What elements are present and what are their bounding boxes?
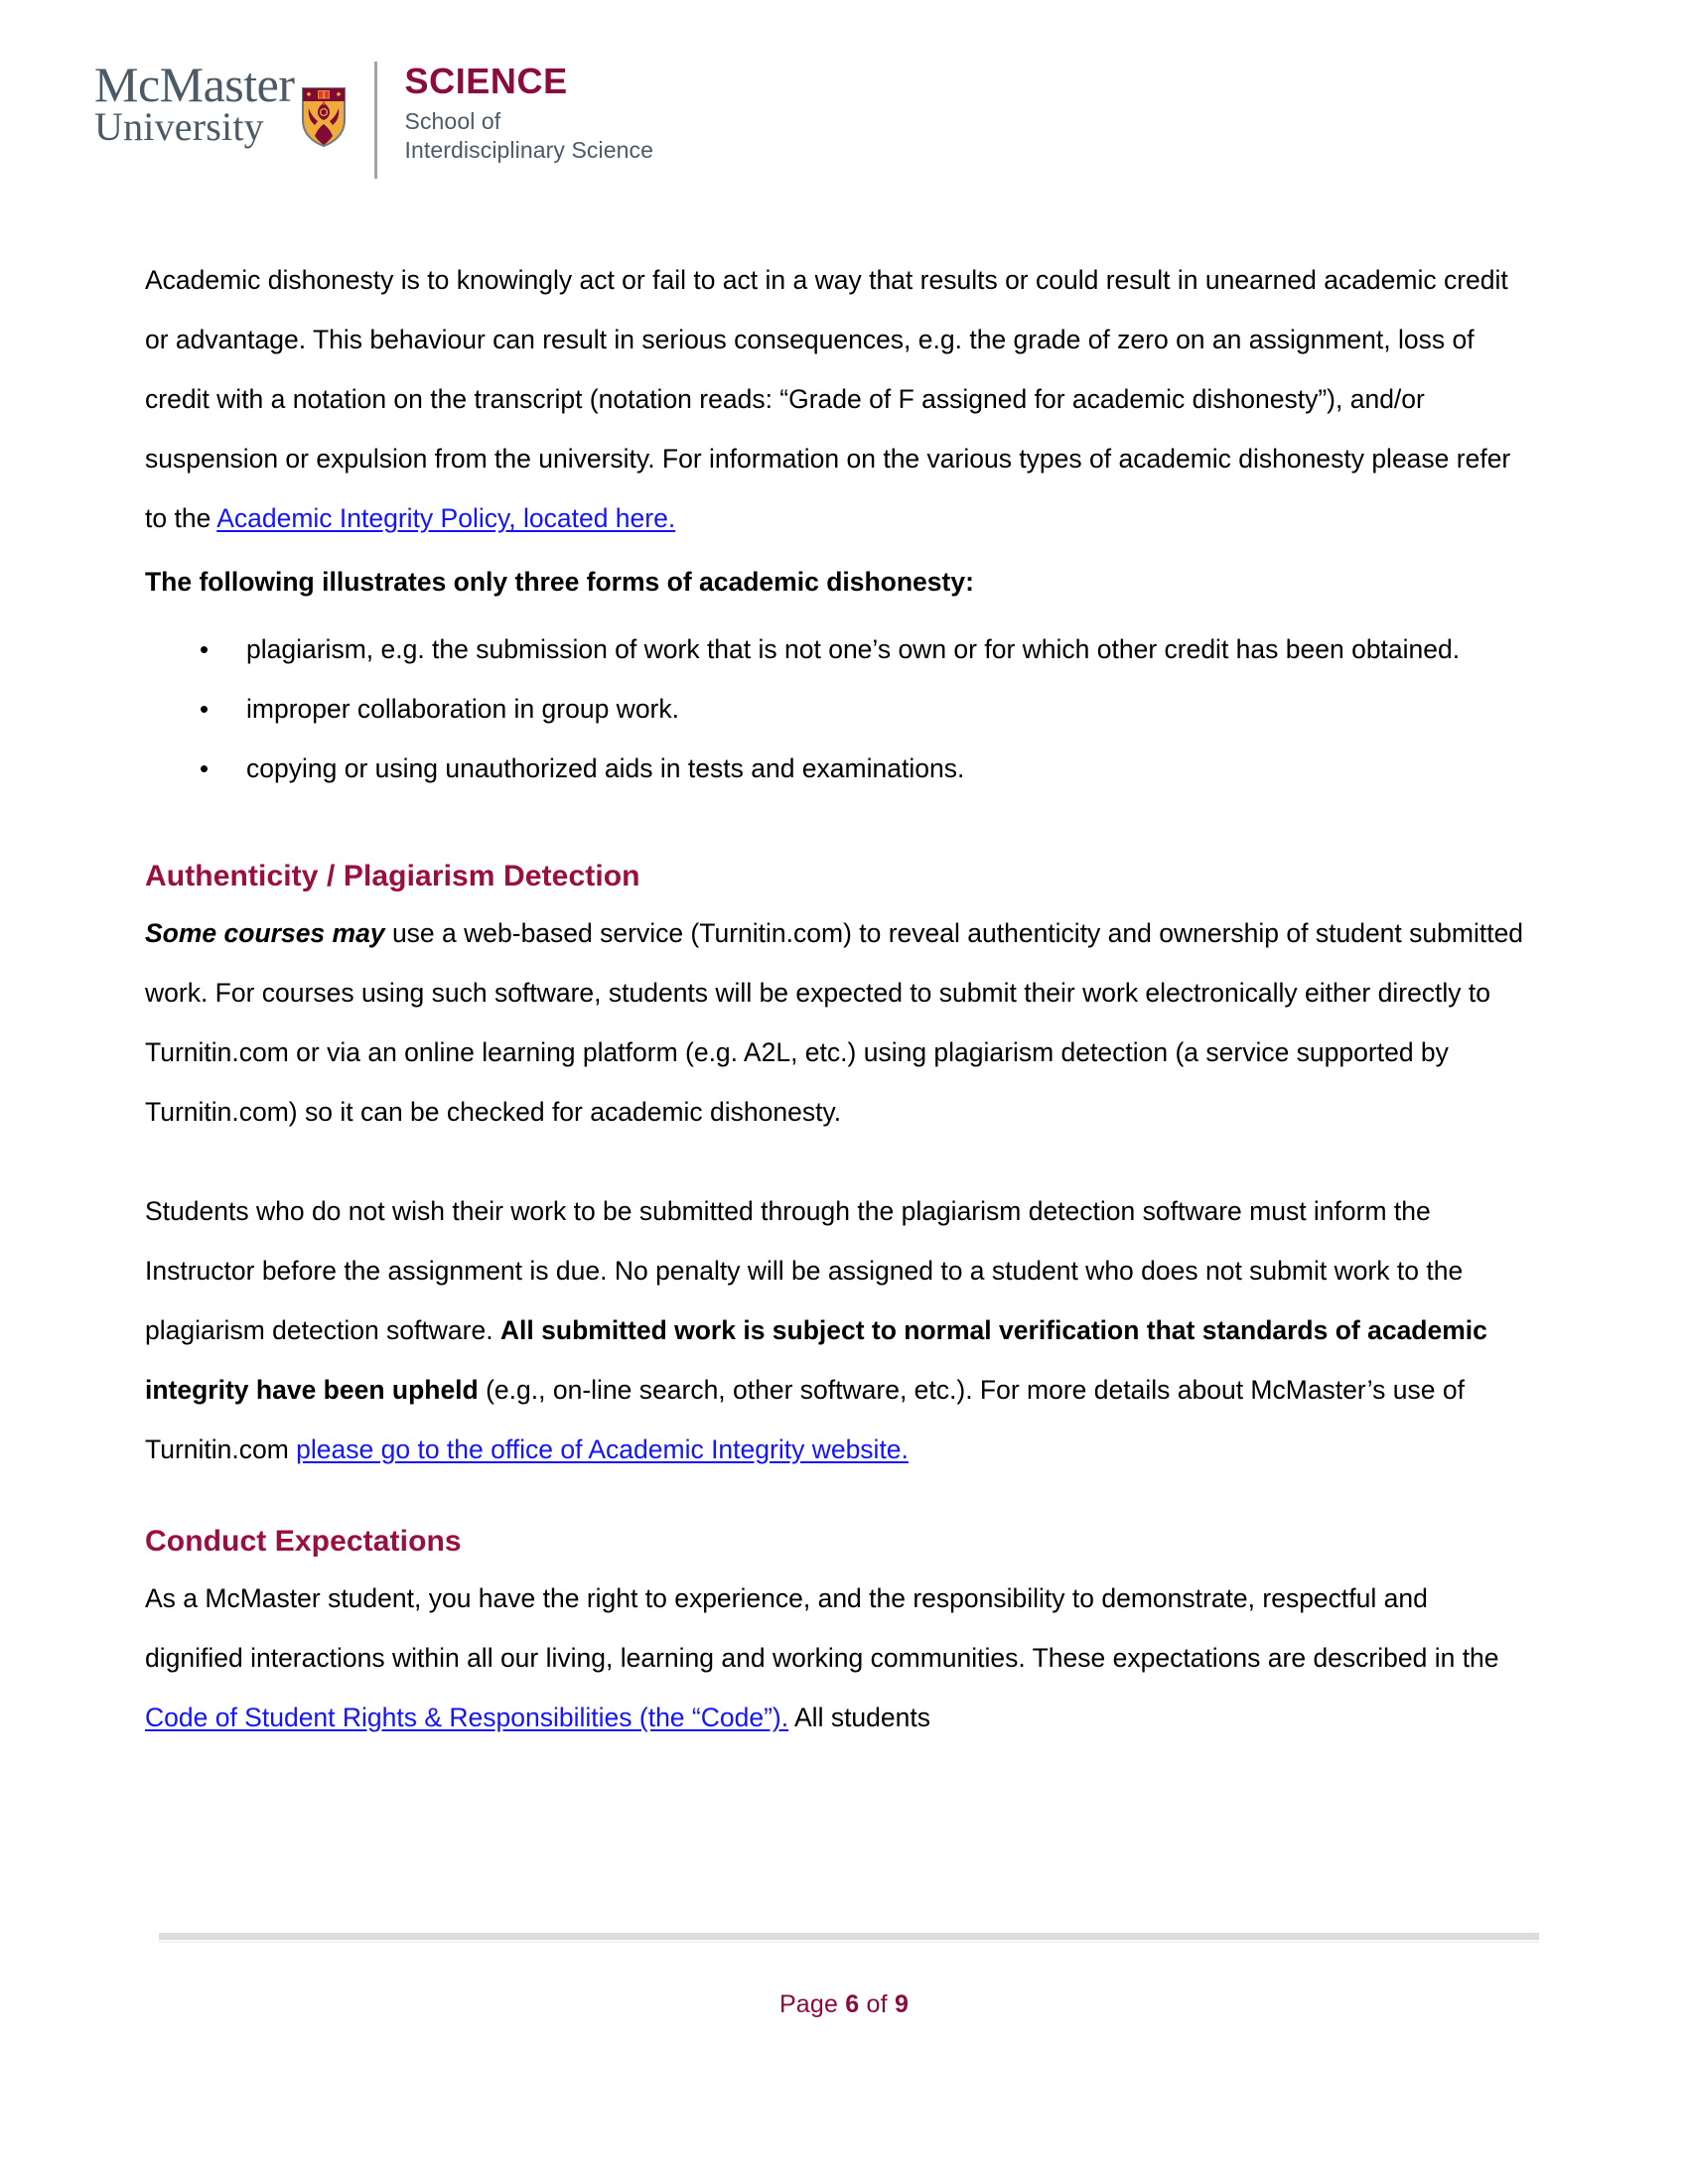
wordmark-university: University [94,104,264,149]
footer-middle: of [859,1990,895,2018]
paragraph-opt-out [145,1181,1525,1479]
wordmark-mcmaster: McMaster [94,57,295,112]
page-header-logo [94,57,654,181]
bullet-text-plagiarism: plagiarism, e.g. the submission of work that is not one’s own or for which other credit has been obtained. [246,634,1461,664]
faculty-title: SCIENCE [404,61,568,101]
school-line-2: Interdisciplinary Science [404,136,654,163]
list-item [145,739,1525,798]
turnitin-paragraph-rest: use a web-based service (Turnitin.com) to reveal authenticity and ownership of student submitted work. For courses using such software, students will be expected to submit their work electronically either directly to Turnitin.com or via an online learning platform (e.g. A2L, etc.) using plagiarism detection (a service supported by Turnitin.com) so it can be checked for academic dishonesty. [145,918,1524,1127]
header-divider [374,62,377,179]
document-body [145,250,1525,1747]
school-line-1: School of [404,108,501,134]
heading-authenticity-plagiarism-detection: Authenticity / Plagiarism Detection [145,860,640,892]
paragraph-turnitin [145,903,1525,1142]
paragraph-conduct [145,1569,1525,1747]
mcmaster-wordmark [94,57,295,149]
school-name [405,107,654,165]
footer-prefix: Page [778,1990,846,2018]
opt-out-bold-clause: All submitted work is subject to normal verification that standards of academic integrity have been upheld [145,1315,1487,1405]
bullet-text-collaboration: improper collaboration in group work. [246,694,679,724]
conduct-part1: As a McMaster student, you have the right to experience, and the responsibility to demonstrate, respectful and dignified interactions within all our living, learning and working communities. These expectations are described in the [145,1583,1499,1673]
opt-out-part1: Students who do not wish their work to be submitted through the plagiarism detection software must inform the Instructor before the assignment is due. No penalty will be assigned to a student who does not submit work to the plagiarism detection software. [145,1196,1464,1345]
mcmaster-wordmark-lockup [94,57,347,149]
bullet-text-copying: copying or using unauthorized aids in tests and examinations. [246,753,965,783]
link-academic-integrity-office[interactable]: please go to the office of Academic Integrity website. [296,1434,909,1464]
page-number-footer [0,1990,1688,2019]
link-academic-integrity-policy[interactable]: Academic Integrity Policy, located here. [216,503,676,533]
lead-in-bold-text: The following illustrates only three forms of academic dishonesty: [145,567,974,597]
faculty-block [405,62,654,165]
heading-conduct-expectations: Conduct Expectations [145,1525,462,1558]
link-code-of-student-rights[interactable]: Code of Student Rights & Responsibilities (the “Code”). [145,1703,789,1732]
lead-in-three-forms [145,552,1525,612]
some-courses-may-emphasis: Some courses may [145,918,385,948]
mcmaster-crest-icon [301,86,347,148]
list-item [145,619,1525,679]
conduct-part2: All students [788,1703,930,1732]
list-item [145,679,1525,739]
opt-out-part2: (e.g., on-line search, other software, etc.). For more details about McMaster’s use of Turnitin.com [145,1375,1465,1464]
footer-divider [159,1933,1539,1940]
footer-total-pages: 9 [894,1990,910,2018]
para1-text: Academic dishonesty is to knowingly act or fail to act in a way that results or could result in unearned academic credit or advantage. This behaviour can result in serious consequences, e.g. the grade of zero on an assignment, loss of credit with a notation on the transcript (notation reads: “Grade of F assigned for academic dishonesty”), and/or suspension or expulsion from the university. For information on the various types of academic dishonesty please refer to the [145,265,1511,533]
dishonesty-forms-list [145,619,1525,798]
footer-current-page: 6 [845,1990,860,2018]
paragraph-academic-dishonesty [145,250,1525,548]
